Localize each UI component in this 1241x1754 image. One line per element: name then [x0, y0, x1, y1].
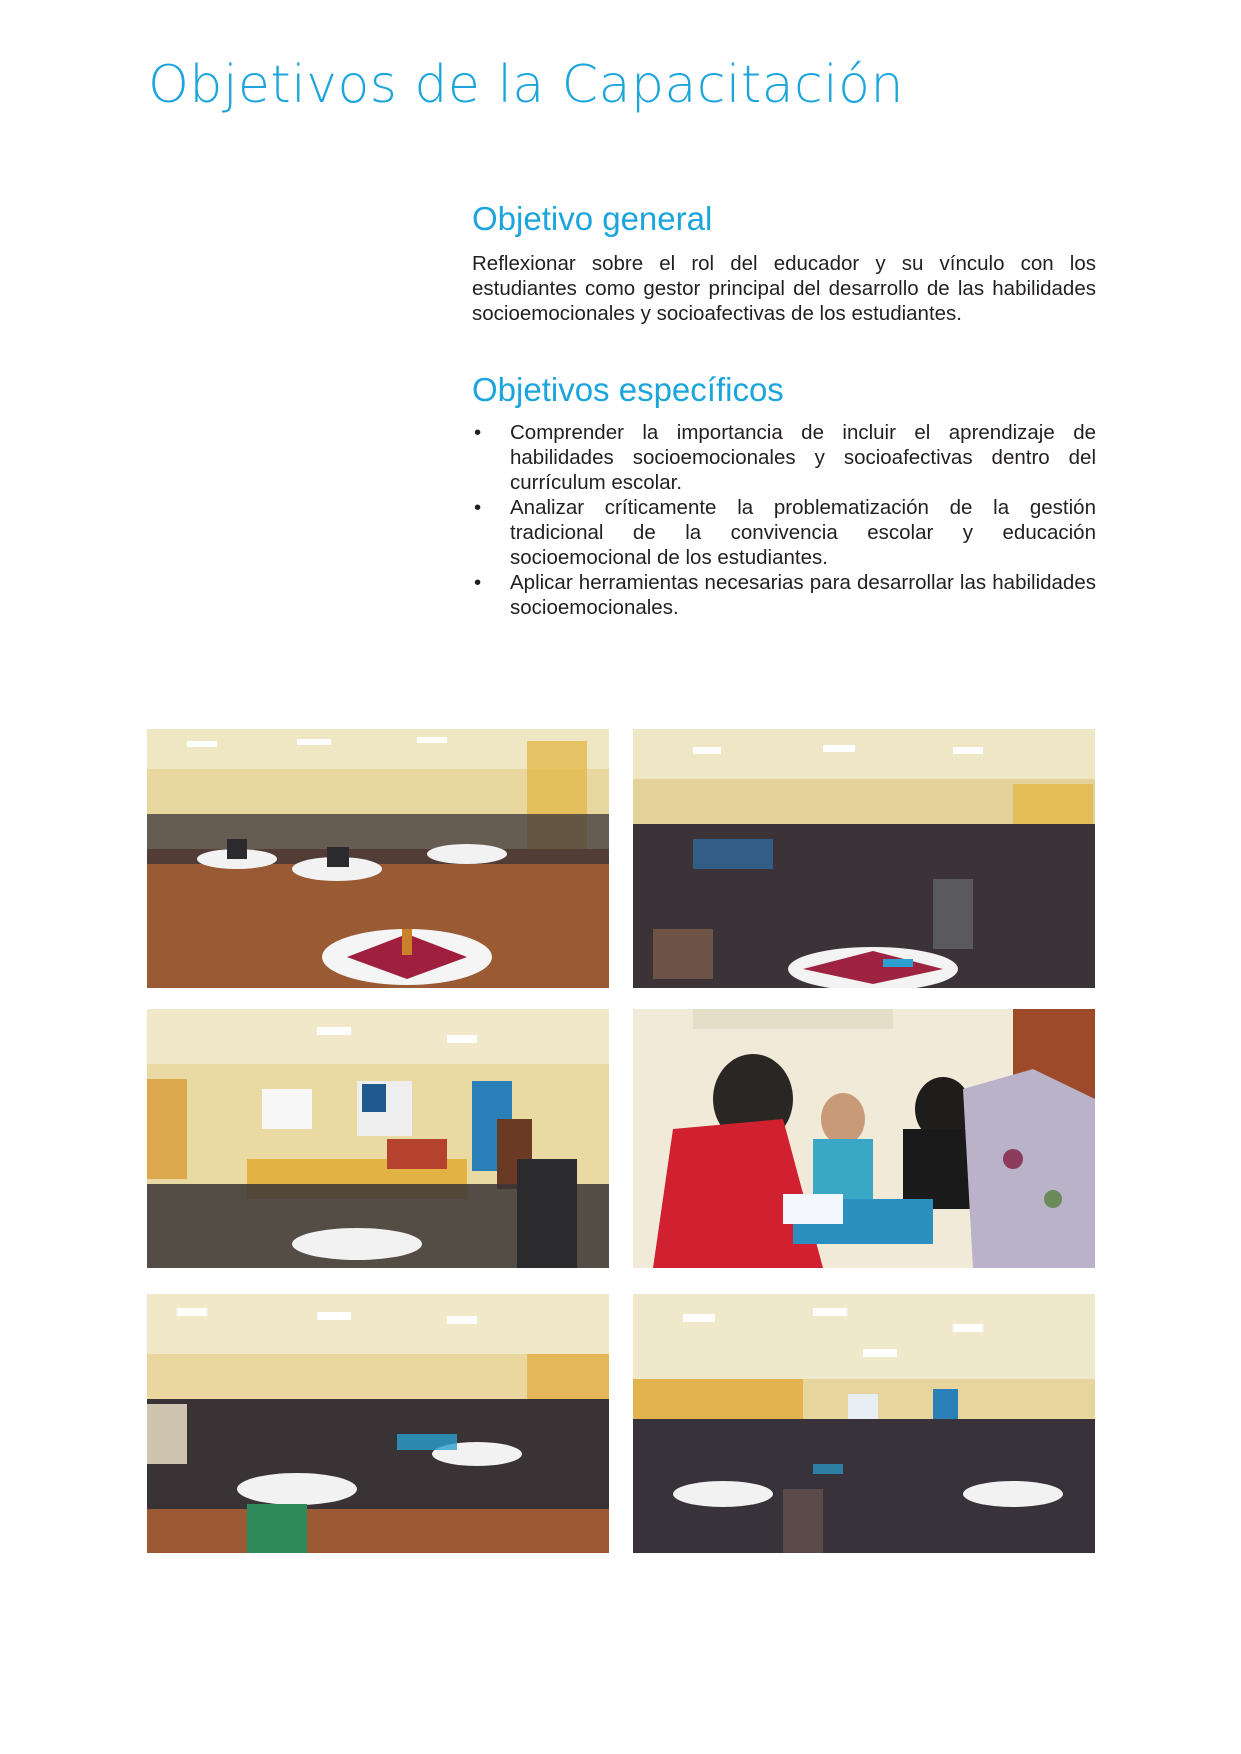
list-item-text: Comprender la importancia de incluir el aprendizaje de habilidades socioemocionales y socioafectivas dentro del currículum escolar.: [510, 421, 1096, 494]
list-item: [472, 570, 1096, 620]
event-photo: [633, 729, 1095, 988]
list-item-text: Aplicar herramientas necesarias para desarrollar las habilidades socioemocionales.: [510, 571, 1096, 619]
bullet-icon: •: [474, 496, 482, 519]
general-objective-heading: Objetivo general: [472, 200, 713, 237]
event-photo: [147, 1294, 609, 1553]
page-title: Objetivos de la Capacitación: [148, 55, 904, 115]
bullet-icon: •: [474, 421, 482, 444]
event-photo: [633, 1294, 1095, 1553]
specific-objectives-list: [472, 420, 1096, 620]
bullet-icon: •: [474, 571, 482, 594]
event-photo: [147, 1009, 609, 1268]
general-objective-text: Reflexionar sobre el rol del educador y su vínculo con los estudiantes como gestor principal del desarrollo de las habilidades socioemocionales y socioafectivas de los estudiantes.: [472, 252, 1096, 325]
event-photo: [633, 1009, 1095, 1268]
specific-objectives-heading: Objetivos específicos: [472, 371, 784, 408]
list-item: [472, 495, 1096, 570]
event-photo: [147, 729, 609, 988]
list-item-text: Analizar críticamente la problematización de la gestión tradicional de la convivencia escolar y educación socioemocional de los estudiantes.: [510, 496, 1096, 569]
list-item: [472, 420, 1096, 495]
